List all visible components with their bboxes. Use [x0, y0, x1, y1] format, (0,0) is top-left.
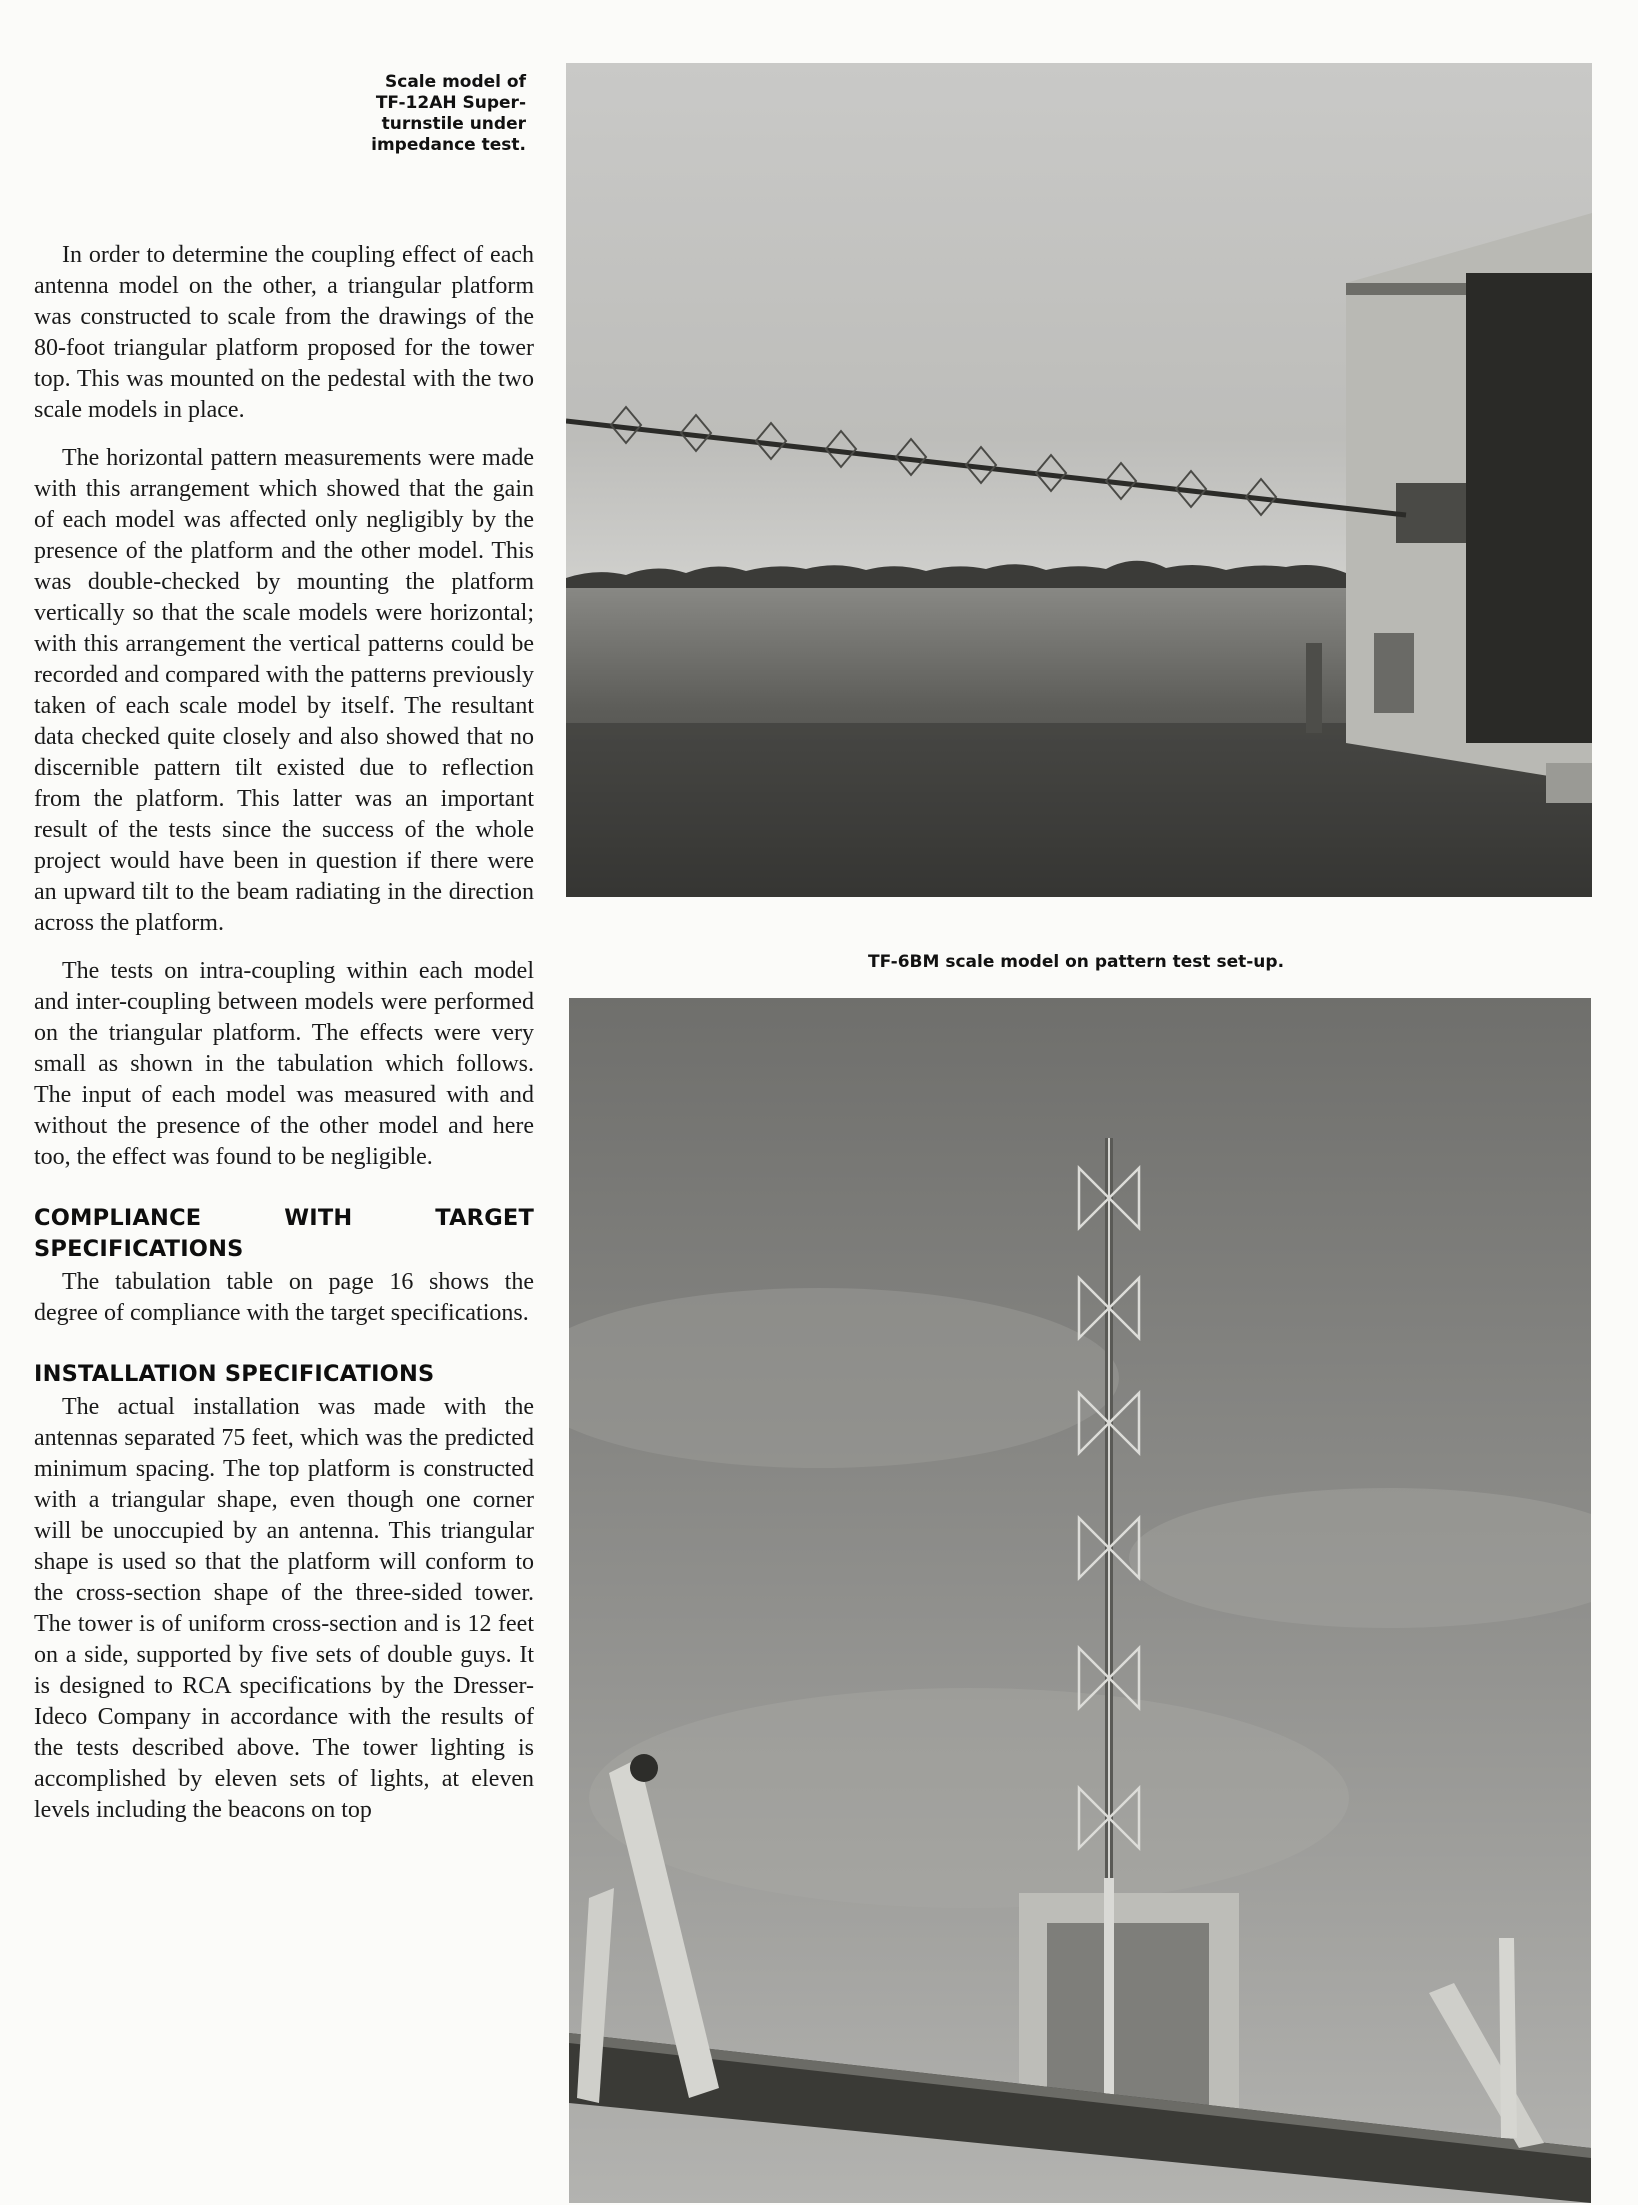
heading-compliance: COMPLIANCE WITH TARGET SPECIFICATIONS — [34, 1205, 534, 1262]
bottom-photo-caption: TF-6BM scale model on pattern test set-up. — [867, 952, 1285, 972]
paragraph-horizontal-pattern: The horizontal pattern measurements were made with this arrangement which showed that the gain of each model was affected only negligibly by the presence of the platform and the other model. This was double-checked by mounting the platform vertically so that the scale models were horizontal; with this arrangement the vertical patterns could be recorded and compared with the patterns previously taken of each scale model by itself. The resultant data checked quite closely and also showed that no discernible pattern tilt existed due to reflection from the platform. This latter was an important result of the tests since the success of the whole project would have been in question if there were an upward tilt to the beam radiating in the direction across the platform. — [34, 445, 534, 936]
paragraph-compliance: The tabulation table on page 16 shows the degree of compliance with the target specifications. — [34, 1269, 534, 1326]
paragraph-intra-coupling: The tests on intra-coupling within each model and inter-coupling between models were performed on the triangular platform. The effects were very small as shown in the tabulation which follows. The input of each model was measured with and without the presence of the other model and here too, the effect was found to be negligible. — [34, 958, 534, 1170]
paragraph-coupling-platform: In order to determine the coupling effect of each antenna model on the other, a triangular platform was constructed to scale from the drawings of the 80-foot triangular platform proposed for the tower top. This was mounted on the pedestal with the two scale models in place. — [34, 242, 534, 423]
scale-model-pattern-test-photo — [569, 998, 1591, 2203]
paragraph-installation: The actual installation was made with the antennas separated 75 feet, which was the predicted minimum spacing. The top platform is constructed with a triangular shape, even though one corner will be unoccupied by an antenna. This triangular shape is used so that the platform will conform to the cross-section shape of the three-sided tower. The tower is of uniform cross-section and is 12 feet on a side, supported by five sets of double guys. It is designed to RCA specifications by the Dresser-Ideco Company in accordance with the results of the tests described above. The tower lighting is accomplished by eleven sets of lights, at eleven levels including the beacons on top — [34, 1394, 534, 1823]
body-text-column — [34, 240, 534, 1843]
heading-installation: INSTALLATION SPECIFICATIONS — [34, 1361, 435, 1387]
turnstile-antenna-photo — [566, 63, 1592, 897]
top-photo-caption: Scale model of TF-12AH Super-turnstile under impedance test. — [371, 72, 526, 155]
